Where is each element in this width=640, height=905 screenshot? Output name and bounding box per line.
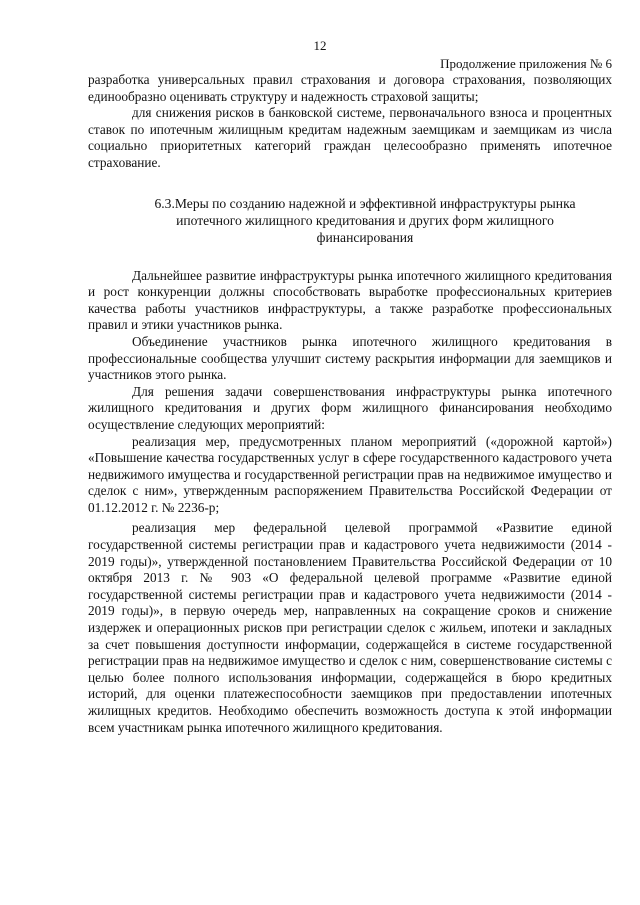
paragraph-infrastructure-development: Дальнейшее развитие инфраструктуры рынка ипотечного жилищного кредитования и рост конкуренции должны способствовать выработке профессиональных критериев качества работы участников инфраструктуры, а также разработке профессиональных правил и этики участников рынка.: [88, 267, 612, 333]
page-number: 12: [313, 38, 327, 53]
document-body: [88, 72, 612, 736]
paragraph-insurance-rules: разработка универсальных правил страхования и договора страхования, позволяющих единообразно оценивать структуру и надежность страховой защиты;: [88, 72, 612, 104]
paragraph-federal-program: реализация мер федеральной целевой программой «Развитие единой государственной системы регистрации прав и кадастрового учета недвижимости (2014 - 2019 годы)», утвержденной постановлением Правительства Российской Федерации от 10 октября 2013 г. № 903 «О федеральной целевой программе «Развитие единой государственной системы регистрации прав и кадастрового учета недвижимости (2014 - 2019 годы)», в первую очередь мер, направленных на сокращение сроков и снижение издержек и операционных рисков при регистрации сделок с жильем, ипотеки и закладных за счет повышения доступности информации, содержащейся в системе государственной регистрации прав на недвижимое имущество и сделок с ним, совершенствование системы с целью более полного использования информации, содержащейся в бюро кредитных историй, для оценки платежеспособности заемщиков при предоставлении ипотечных жилищных кредитов. Необходимо обеспечить возможность доступа к этой информации всем участникам рынка ипотечного жилищного кредитования.: [88, 520, 612, 735]
section-heading-line-2: ипотечного жилищного кредитования и других форм жилищного: [176, 212, 554, 228]
paragraph-professional-communities: Объединение участников рынка ипотечного жилищного кредитования в профессиональные сообщества улучшит систему раскрытия информации для заемщиков и участников этого рынка.: [88, 333, 612, 383]
section-heading: [88, 195, 612, 246]
paragraph-mortgage-insurance: для снижения рисков в банковской системе, первоначального взноса и процентных ставок по ипотечным жилищным кредитам надежным заемщикам и заемщикам из числа социально приоритетных категорий граждан целесообразно применять ипотечное страхование.: [88, 105, 612, 170]
paragraph-measures-intro: Для решения задачи совершенствования инфраструктуры рынка ипотечного жилищного кредитования и других форм жилищного финансирования необходимо осуществление следующих мероприятий:: [88, 383, 612, 432]
section-heading-line-1: 6.3.Меры по созданию надежной и эффективной инфраструктуры рынка: [154, 195, 576, 211]
appendix-continuation-note: Продолжение приложения № 6: [440, 56, 612, 71]
paragraph-roadmap-measures: реализация мер, предусмотренных планом мероприятий («дорожной картой») «Повышение качества государственных услуг в сфере государственного кадастрового учета недвижимого имущества и государственной регистрации прав на недвижимое имущество и сделок с ним», утвержденным распоряжением Правительства Российской Федерации от 01.12.2012 г. № 2236-р;: [88, 433, 612, 515]
section-heading-line-3: финансирования: [316, 229, 414, 245]
